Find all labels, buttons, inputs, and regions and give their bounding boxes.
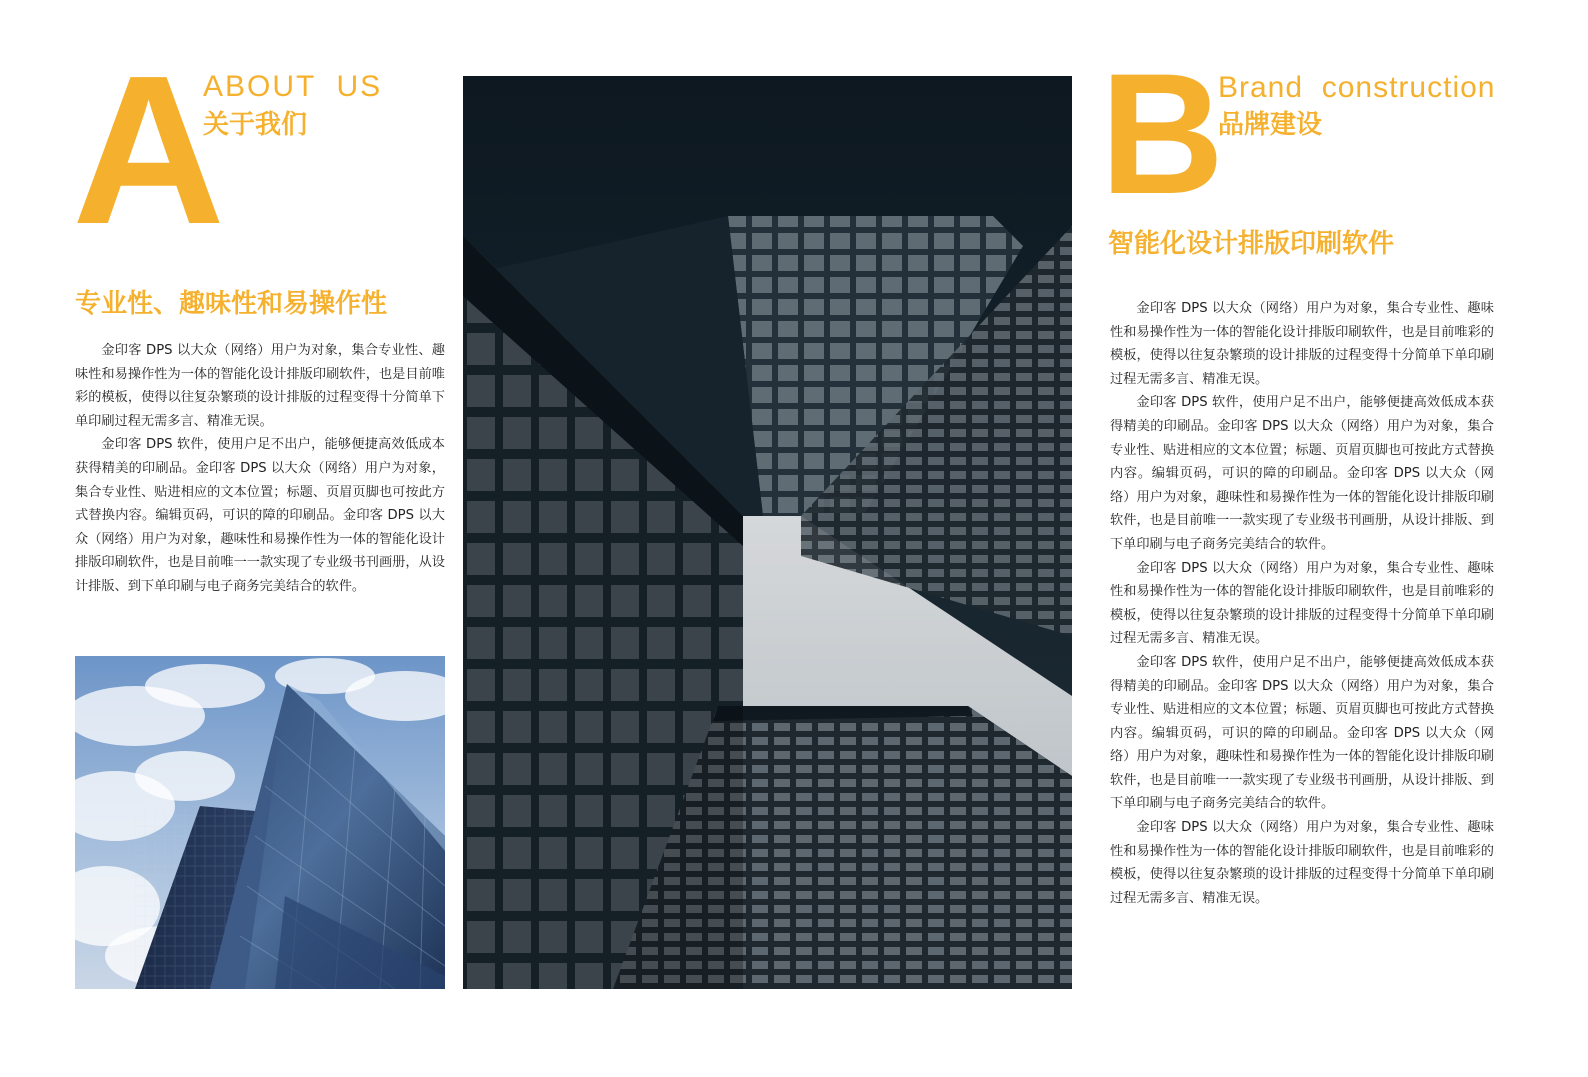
building-photo-small [75, 656, 445, 989]
section-b-paragraph: 金印客 DPS 软件，使用户足不出户，能够便捷高效低成本获得精美的印刷品。金印客 DPS 以大众（网络）用户为对象，集合专业性、贴进相应的文本位置；标题、页眉页脚也可按此方式替换内容。编辑页码，可识的障的印刷品。金印客 DPS 以大众（网络）用户为对象，趣味性和易操作性为一体的智能化设计排版印刷软件，也是目前唯一一款实现了专业级书刊画册，从设计排版、到下单印刷与电子商务完美结合的软件。 [1110, 395, 1494, 552]
section-a-title-cn: 关于我们 [203, 110, 308, 140]
section-a-heading: 专业性、趣味性和易操作性 [75, 289, 388, 319]
section-b-heading: 智能化设计排版印刷软件 [1108, 229, 1395, 259]
skyscrapers-photo-large [463, 76, 1072, 989]
section-a-paragraph: 金印客 DPS 以大众（网络）用户为对象，集合专业性、趣味性和易操作性为一体的智能化设计排版印刷软件，也是目前唯彩的模板，使得以往复杂繁琐的设计排版的过程变得十分简单下单印刷过程无需多言、精准无误。 [75, 343, 445, 429]
section-b-title-en: Brand construction [1218, 71, 1496, 104]
section-b-title-cn: 品牌建设 [1218, 110, 1323, 140]
section-a-paragraph: 金印客 DPS 软件，使用户足不出户，能够便捷高效低成本获得精美的印刷品。金印客 DPS 以大众（网络）用户为对象，集合专业性、贴进相应的文本位置；标题、页眉页脚也可按此方式替换内容。编辑页码，可识的障的印刷品。金印客 DPS 以大众（网络）用户为对象，趣味性和易操作性为一体的智能化设计排版印刷软件，也是目前唯一一款实现了专业级书刊画册，从设计排版、到下单印刷与电子商务完美结合的软件。 [75, 437, 445, 594]
section-b-paragraph: 金印客 DPS 以大众（网络）用户为对象，集合专业性、趣味性和易操作性为一体的智能化设计排版印刷软件，也是目前唯彩的模板，使得以往复杂繁琐的设计排版的过程变得十分简单下单印刷过程无需多言、精准无误。 [1110, 820, 1494, 906]
section-b-paragraph: 金印客 DPS 软件，使用户足不出户，能够便捷高效低成本获得精美的印刷品。金印客 DPS 以大众（网络）用户为对象，集合专业性、贴进相应的文本位置；标题、页眉页脚也可按此方式替换内容。编辑页码，可识的障的印刷品。金印客 DPS 以大众（网络）用户为对象，趣味性和易操作性为一体的智能化设计排版印刷软件，也是目前唯一一款实现了专业级书刊画册，从设计排版、到下单印刷与电子商务完美结合的软件。 [1110, 654, 1494, 812]
section-b-body [1110, 297, 1494, 910]
section-a-letter: A [72, 31, 222, 268]
section-a-title-en: ABOUT US [203, 70, 383, 103]
section-b-letter: B [1100, 38, 1225, 230]
section-b-paragraph: 金印客 DPS 以大众（网络）用户为对象，集合专业性、趣味性和易操作性为一体的智能化设计排版印刷软件，也是目前唯彩的模板，使得以往复杂繁琐的设计排版的过程变得十分简单下单印刷过程无需多言、精准无误。 [1110, 560, 1494, 647]
section-b-paragraph: 金印客 DPS 以大众（网络）用户为对象，集合专业性、趣味性和易操作性为一体的智能化设计排版印刷软件，也是目前唯彩的模板，使得以往复杂繁琐的设计排版的过程变得十分简单下单印刷过程无需多言、精准无误。 [1110, 301, 1494, 387]
section-a-body [75, 339, 445, 599]
